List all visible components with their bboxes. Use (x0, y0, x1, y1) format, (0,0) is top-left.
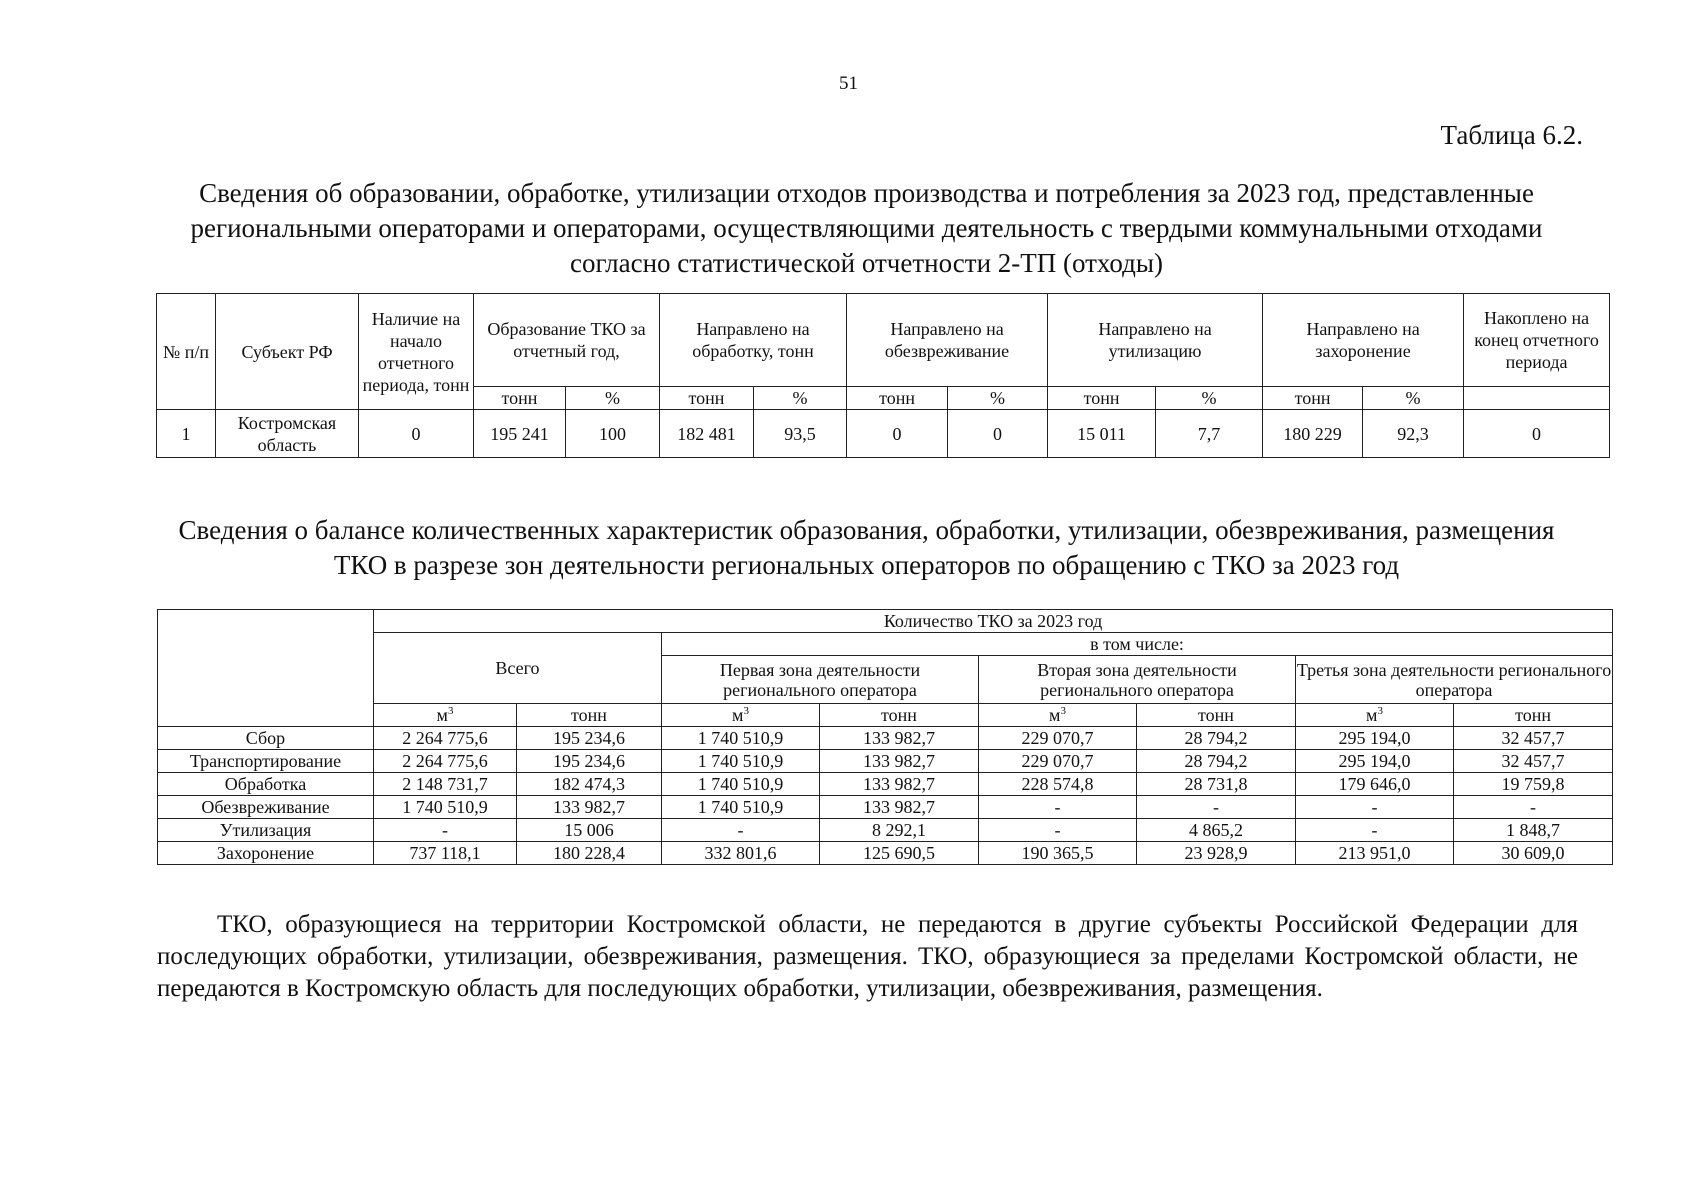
unit-tons: тонн (1048, 387, 1156, 410)
unit-cubic-meters: $м^3$ (1296, 704, 1454, 727)
cell-value: 195 234,6 (517, 727, 662, 750)
cell-value: 1 740 510,9 (374, 796, 517, 819)
header-zone-3: Третья зона деятельности регионального оператора (1296, 656, 1613, 704)
cell-value: 125 690,5 (820, 842, 979, 865)
heading-waste-formation: Сведения об образовании, обработке, утилизации отходов производства и потребления за 2023 год, представленные региональными операторами и операторами, осуществляющими деятельность с твердыми коммунальными отходами согласно статистической отчетности 2-ТП (отходы) (190, 178, 1543, 278)
header-num: № п/п (157, 294, 216, 410)
row-label: Утилизация (158, 819, 374, 842)
header-processing: Направлено на обработку, тонн (660, 294, 847, 387)
cell-value: 133 982,7 (820, 727, 979, 750)
cell-value: 133 982,7 (820, 773, 979, 796)
row-label: Захоронение (158, 842, 374, 865)
cell-value: 1 740 510,9 (662, 796, 820, 819)
cell-value: 133 982,7 (820, 796, 979, 819)
header-burial: Направлено на захоронение (1263, 294, 1464, 387)
header-start-balance: Наличие на начало отчетного периода, тонн (359, 294, 474, 410)
cell-value: 229 070,7 (979, 750, 1137, 773)
unit-percent: % (1156, 387, 1263, 410)
cell-formation-tons: 195 241 (474, 410, 566, 458)
header-utilization: Направлено на утилизацию (1048, 294, 1263, 387)
table-label: Таблица 6.2. (1440, 120, 1583, 150)
table-row (158, 796, 1613, 819)
table-row (158, 819, 1613, 842)
unit-tons: тонн (1454, 704, 1613, 727)
cell-value: 1 740 510,9 (662, 727, 820, 750)
cell-formation-pct: 100 (566, 410, 660, 458)
body-paragraph: ТКО, образующиеся на территории Костромской области, не передаются в другие субъекты Российской Федерации для последующих обработки, утилизации, обезвреживания, размещения. ТКО, образующиеся за пределами Костромской области, не передаются в Костромскую область для последующих обработки, утилизации, обезвреживания, размещения. (157, 911, 1578, 1002)
table-row (158, 727, 1613, 750)
unit-tons: тонн (474, 387, 566, 410)
cell-value: 23 928,9 (1137, 842, 1296, 865)
cell-value: 28 731,8 (1137, 773, 1296, 796)
cell-start: 0 (359, 410, 474, 458)
unit-empty (1464, 387, 1610, 410)
header-total: Всего (374, 633, 662, 704)
cell-value: 295 194,0 (1296, 727, 1454, 750)
cell-value: 15 006 (517, 819, 662, 842)
unit-tons: тонн (660, 387, 754, 410)
table-row (158, 842, 1613, 865)
cell-value: 28 794,2 (1137, 727, 1296, 750)
header-zone-1: Первая зона деятельности регионального оператора (662, 656, 979, 704)
cell-neutralization-pct: 0 (948, 410, 1048, 458)
header-formation: Образование ТКО за отчетный год, (474, 294, 660, 387)
corner-empty (158, 610, 374, 727)
cell-value: 32 457,7 (1454, 750, 1613, 773)
unit-tons: тонн (517, 704, 662, 727)
cell-value: 737 118,1 (374, 842, 517, 865)
cell-value: 228 574,8 (979, 773, 1137, 796)
cell-value: 30 609,0 (1454, 842, 1613, 865)
header-including: в том числе: (662, 633, 1613, 656)
cell-burial-tons: 180 229 (1263, 410, 1363, 458)
cell-value: 28 794,2 (1137, 750, 1296, 773)
table-row (158, 773, 1613, 796)
cell-value: - (979, 819, 1137, 842)
cell-value: 1 740 510,9 (662, 773, 820, 796)
header-neutralization: Направлено на обезвреживание (847, 294, 1048, 387)
table-row (158, 750, 1613, 773)
header-accumulated: Накоплено на конец отчетного периода (1464, 294, 1610, 387)
cell-value: 2 264 775,6 (374, 727, 517, 750)
cell-value: 229 070,7 (979, 727, 1137, 750)
waste-formation-table (156, 293, 1610, 458)
cell-value: 32 457,7 (1454, 727, 1613, 750)
cell-utilization-tons: 15 011 (1048, 410, 1156, 458)
cell-value: - (662, 819, 820, 842)
row-label: Обработка (158, 773, 374, 796)
cell-processing-tons: 182 481 (660, 410, 754, 458)
cell-utilization-pct: 7,7 (1156, 410, 1263, 458)
cell-num: 1 (157, 410, 216, 458)
table-row (157, 410, 1610, 458)
row-label: Транспортирование (158, 750, 374, 773)
cell-value: 180 228,4 (517, 842, 662, 865)
cell-value: 213 951,0 (1296, 842, 1454, 865)
cell-neutralization-tons: 0 (847, 410, 948, 458)
cell-value: 332 801,6 (662, 842, 820, 865)
unit-cubic-meters: $м^3$ (662, 704, 820, 727)
cell-value: 8 292,1 (820, 819, 979, 842)
cell-value: 2 148 731,7 (374, 773, 517, 796)
cell-value: - (979, 796, 1137, 819)
unit-cubic-meters: $м^3$ (374, 704, 517, 727)
cell-value: 2 264 775,6 (374, 750, 517, 773)
cell-value: 133 982,7 (517, 796, 662, 819)
cell-value: 182 474,3 (517, 773, 662, 796)
unit-cubic-meters: $м^3$ (979, 704, 1137, 727)
unit-percent: % (754, 387, 847, 410)
cell-value: 179 646,0 (1296, 773, 1454, 796)
cell-value: - (1137, 796, 1296, 819)
cell-value: - (374, 819, 517, 842)
cell-value: - (1454, 796, 1613, 819)
cell-value: 4 865,2 (1137, 819, 1296, 842)
cell-value: - (1296, 819, 1454, 842)
cell-value: 19 759,8 (1454, 773, 1613, 796)
unit-percent: % (1363, 387, 1464, 410)
cell-processing-pct: 93,5 (754, 410, 847, 458)
unit-tons: тонн (1263, 387, 1363, 410)
unit-tons: тонн (847, 387, 948, 410)
unit-percent: % (948, 387, 1048, 410)
cell-value: 1 740 510,9 (662, 750, 820, 773)
header-subject: Субъект РФ (216, 294, 359, 410)
unit-tons: тонн (1137, 704, 1296, 727)
cell-value: 133 982,7 (820, 750, 979, 773)
header-zone-2: Вторая зона деятельности регионального оператора (979, 656, 1296, 704)
balance-table (157, 609, 1613, 865)
cell-value: 195 234,6 (517, 750, 662, 773)
header-quantity: Количество ТКО за 2023 год (374, 610, 1613, 633)
unit-percent: % (566, 387, 660, 410)
heading-balance: Сведения о балансе количественных характеристик образования, обработки, утилизации, обезвреживания, размещения ТКО в разрезе зон деятельности региональных операторов по обращению с ТКО за 2023 год (178, 515, 1555, 580)
row-label: Обезвреживание (158, 796, 374, 819)
cell-value: 190 365,5 (979, 842, 1137, 865)
cell-value: 295 194,0 (1296, 750, 1454, 773)
cell-value: - (1296, 796, 1454, 819)
row-label: Сбор (158, 727, 374, 750)
page-number: 51 (839, 73, 858, 94)
cell-accumulated: 0 (1464, 410, 1610, 458)
cell-value: 1 848,7 (1454, 819, 1613, 842)
unit-tons: тонн (820, 704, 979, 727)
cell-subject: Костромская область (216, 410, 359, 458)
cell-burial-pct: 92,3 (1363, 410, 1464, 458)
